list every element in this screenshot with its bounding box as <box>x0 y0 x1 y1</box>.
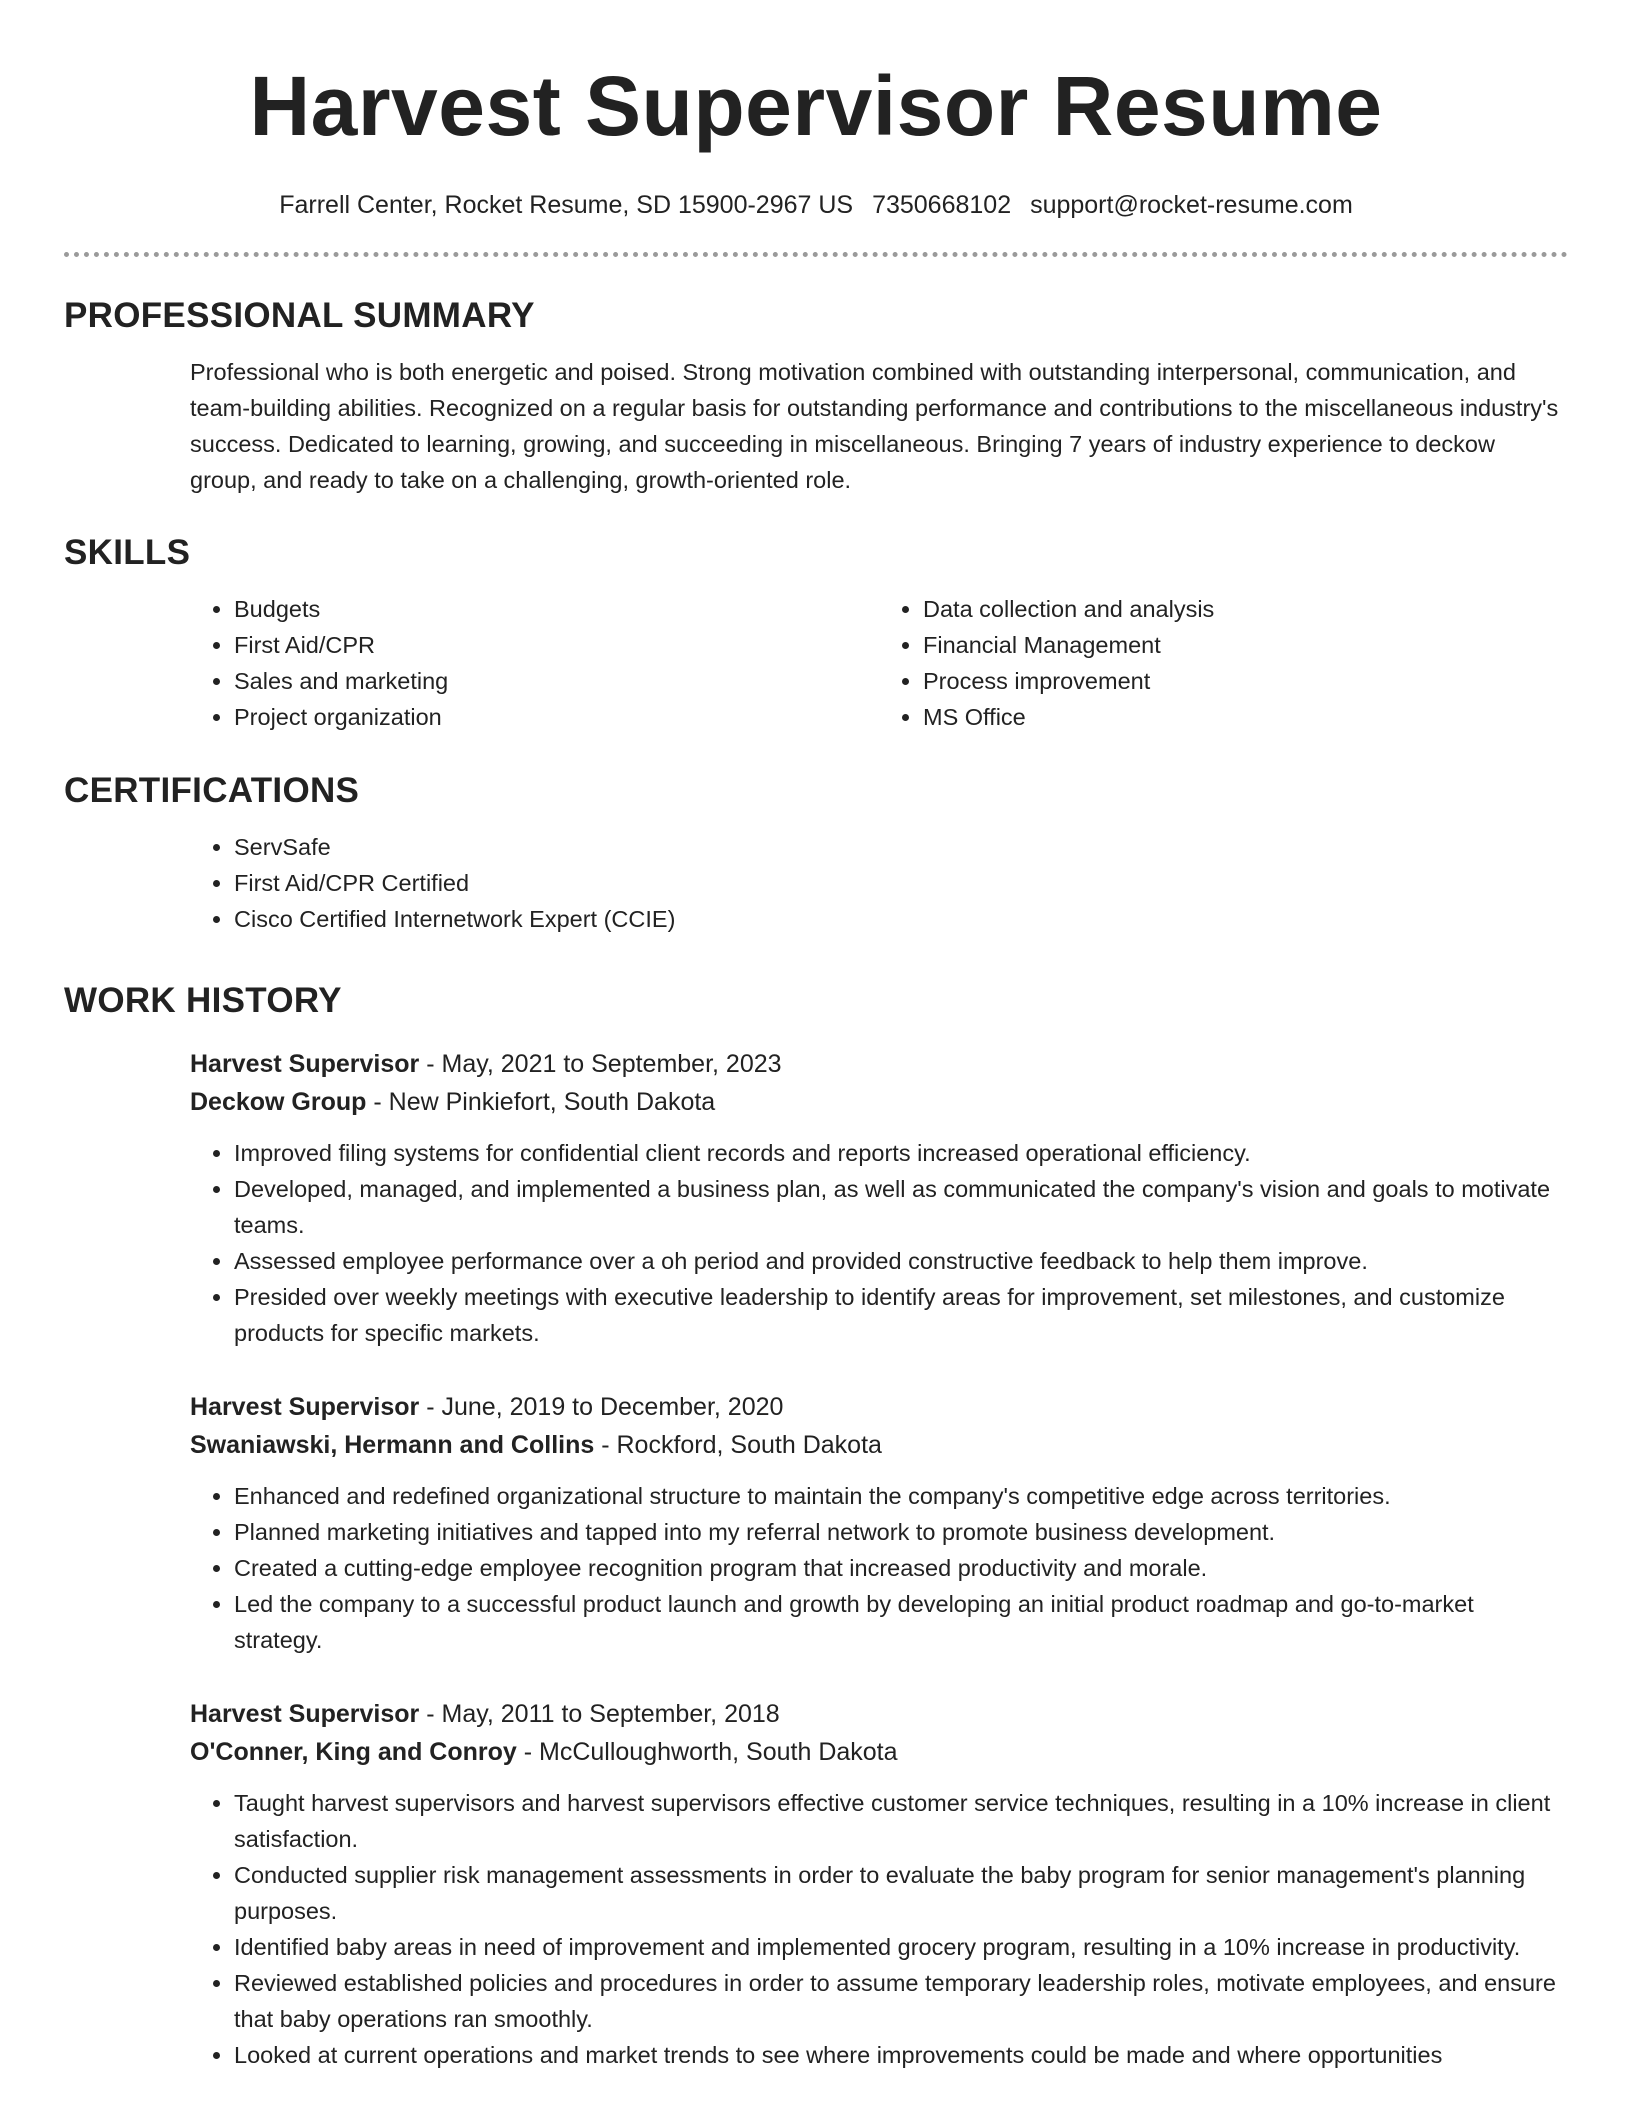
job-company: O'Conner, King and Conroy <box>190 1738 517 1766</box>
contact-line <box>64 188 1568 222</box>
list-item: • Process improvement <box>923 663 1568 699</box>
job-location: New Pinkiefort, South Dakota <box>388 1088 716 1116</box>
job-bullets <box>190 1478 1568 1658</box>
job-entry <box>190 1388 1568 1658</box>
job-title-line: Harvest Supervisor - May, 2011 to September, 2018 <box>190 1700 780 1728</box>
header-divider <box>64 252 1568 257</box>
summary-text: Professional who is both energetic and poised. Strong motivation combined with outstanding interpersonal, communication, and team-building abilities. Recognized on a regular basis for outstanding performance and contributions to the miscellaneous industry's success. Dedicated to learning, growing, and succeeding in miscellaneous. Bringing 7 years of industry experience to deckow group, and ready to take on a challenging, growth-oriented role. <box>190 359 1559 493</box>
job-location: McCulloughworth, South Dakota <box>539 1738 898 1766</box>
list-item: • MS Office <box>923 699 1568 735</box>
job-dates: May, 2021 to September, 2023 <box>441 1050 782 1078</box>
work-history-section <box>64 979 1568 1023</box>
job-company-line: Deckow Group - New Pinkiefort, South Dakota <box>190 1088 716 1116</box>
resume-page <box>64 0 1568 2068</box>
skills-columns <box>190 591 1568 735</box>
job-bullets <box>190 1785 1568 2073</box>
list-item: • Looked at current operations and market trends to see where improvements could be made and where opportunities <box>234 2037 1568 2073</box>
job-company: Deckow Group <box>190 1088 367 1116</box>
job-dates: June, 2019 to December, 2020 <box>441 1393 784 1421</box>
contact-address: Farrell Center, Rocket Resume, SD 15900-2967 US <box>279 191 854 219</box>
certifications-section <box>64 769 1568 937</box>
list-item: • Conducted supplier risk management assessments in order to evaluate the baby program for senior management's planning purposes. <box>234 1857 1568 1929</box>
list-item: • Data collection and analysis <box>923 591 1568 627</box>
list-item: • First Aid/CPR <box>234 627 879 663</box>
list-item: • Project organization <box>234 699 879 735</box>
list-item: • Improved filing systems for confidential client records and reports increased operational efficiency. <box>234 1135 1568 1171</box>
job-dates: May, 2011 to September, 2018 <box>441 1700 780 1728</box>
section-title-skills: SKILLS <box>64 533 191 572</box>
skills-list-right <box>879 591 1568 735</box>
list-item: • Cisco Certified Internetwork Expert (CCIE) <box>234 901 1568 937</box>
contact-email: support@rocket-resume.com <box>1030 191 1353 219</box>
job-title-line: Harvest Supervisor - May, 2021 to September, 2023 <box>190 1050 782 1078</box>
section-title-summary: PROFESSIONAL SUMMARY <box>64 296 535 335</box>
job-location: Rockford, South Dakota <box>616 1431 882 1459</box>
list-item: • Created a cutting-edge employee recognition program that increased productivity and morale. <box>234 1550 1568 1586</box>
professional-summary-section <box>64 294 1568 498</box>
job-title-line: Harvest Supervisor - June, 2019 to December, 2020 <box>190 1393 784 1421</box>
list-item: • Developed, managed, and implemented a business plan, as well as communicated the company's vision and goals to motivate teams. <box>234 1171 1568 1243</box>
list-item: • Reviewed established policies and procedures in order to assume temporary leadership roles, motivate employees, and ensure that baby operations ran smoothly. <box>234 1965 1568 2037</box>
list-item: • Planned marketing initiatives and tapped into my referral network to promote business development. <box>234 1514 1568 1550</box>
job-company-line: O'Conner, King and Conroy - McCulloughworth, South Dakota <box>190 1738 898 1766</box>
list-item: • Sales and marketing <box>234 663 879 699</box>
section-title-work-history: WORK HISTORY <box>64 981 342 1020</box>
list-item: • Presided over weekly meetings with executive leadership to identify areas for improvement, set milestones, and customize products for specific markets. <box>234 1279 1568 1351</box>
list-item: • Financial Management <box>923 627 1568 663</box>
list-item: • Enhanced and redefined organizational structure to maintain the company's competitive edge across territories. <box>234 1478 1568 1514</box>
job-title: Harvest Supervisor <box>190 1700 420 1728</box>
list-item: • Identified baby areas in need of improvement and implemented grocery program, resulting in a 10% increase in productivity. <box>234 1929 1568 1965</box>
job-company-line: Swaniawski, Hermann and Collins - Rockford, South Dakota <box>190 1431 882 1459</box>
skills-list-left <box>190 591 879 735</box>
section-title-certifications: CERTIFICATIONS <box>64 771 360 810</box>
job-title: Harvest Supervisor <box>190 1393 420 1421</box>
job-title: Harvest Supervisor <box>190 1050 420 1078</box>
contact-phone: 7350668102 <box>872 191 1012 219</box>
job-company: Swaniawski, Hermann and Collins <box>190 1431 595 1459</box>
list-item: • ServSafe <box>234 829 1568 865</box>
certifications-list <box>190 829 1568 937</box>
resume-title: Harvest Supervisor Resume <box>249 59 1383 153</box>
job-entry <box>190 1045 1568 1351</box>
list-item: • Led the company to a successful product launch and growth by developing an initial product roadmap and go-to-market strategy. <box>234 1586 1568 1658</box>
list-item: • First Aid/CPR Certified <box>234 865 1568 901</box>
job-entry <box>190 1695 1568 2073</box>
list-item: • Budgets <box>234 591 879 627</box>
job-bullets <box>190 1135 1568 1351</box>
list-item: • Assessed employee performance over a oh period and provided constructive feedback to help them improve. <box>234 1243 1568 1279</box>
list-item: • Taught harvest supervisors and harvest supervisors effective customer service techniques, resulting in a 10% increase in client satisfaction. <box>234 1785 1568 1857</box>
skills-section <box>64 531 1568 735</box>
